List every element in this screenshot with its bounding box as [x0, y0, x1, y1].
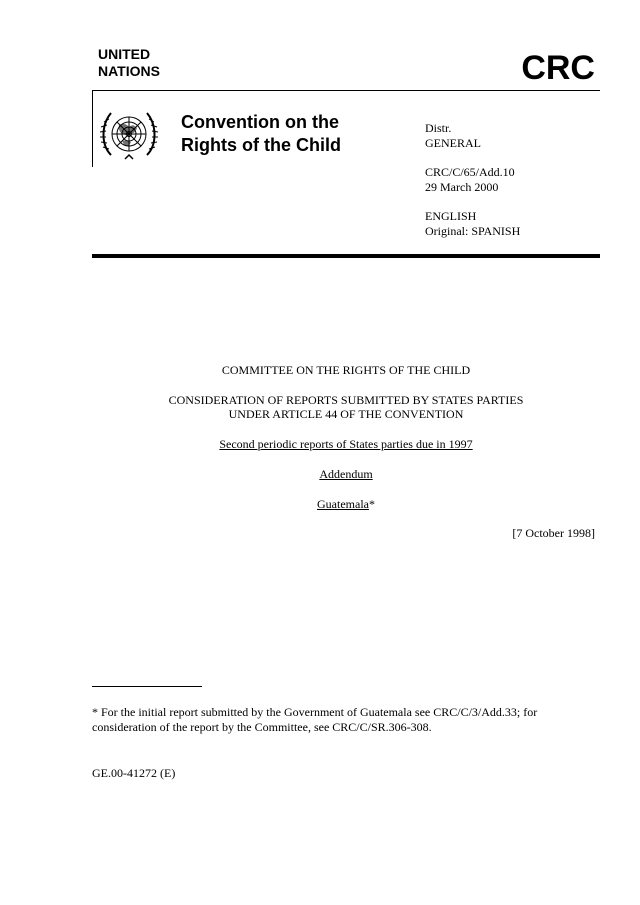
- consideration-heading: CONSIDERATION OF REPORTS SUBMITTED BY STATES PARTIES UNDER ARTICLE 44 OF THE CONVENTION: [168, 393, 524, 421]
- document-series-symbol: CRC: [521, 49, 595, 87]
- footnote-marker: *: [368, 497, 375, 511]
- header-thick-rule: [92, 254, 600, 258]
- document-symbol: CRC/C/65/Add.10: [425, 165, 515, 179]
- job-number: GE.00-41272 (E): [92, 766, 176, 780]
- addendum-label: Addendum: [319, 467, 373, 481]
- reports-title: Second periodic reports of States parties due in 1997: [219, 437, 473, 451]
- header-vertical-rule: [92, 91, 93, 167]
- organization-name: UNITED NATIONS: [98, 46, 160, 79]
- distr-label: Distr.: [425, 121, 452, 135]
- original-language: Original: SPANISH: [425, 224, 521, 238]
- header-rule: [92, 90, 600, 91]
- language: ENGLISH: [425, 209, 477, 223]
- report-date: [7 October 1998]: [512, 526, 595, 540]
- convention-title: Convention on the Rights of the Child: [181, 112, 341, 155]
- distr-value: GENERAL: [425, 136, 481, 150]
- distribution-block: [425, 121, 520, 239]
- un-emblem-icon: [97, 103, 161, 163]
- footnote: * For the initial report submitted by the Government of Guatemala see CRC/C/3/Add.33; for consideration of the report by the Committee, see CRC/C/SR.306-308.: [92, 705, 538, 734]
- committee-heading: COMMITTEE ON THE RIGHTS OF THE CHILD: [221, 363, 471, 377]
- country-name: Guatemala*: [317, 497, 375, 511]
- document-date: 29 March 2000: [425, 180, 499, 194]
- footnote-rule: [92, 686, 202, 687]
